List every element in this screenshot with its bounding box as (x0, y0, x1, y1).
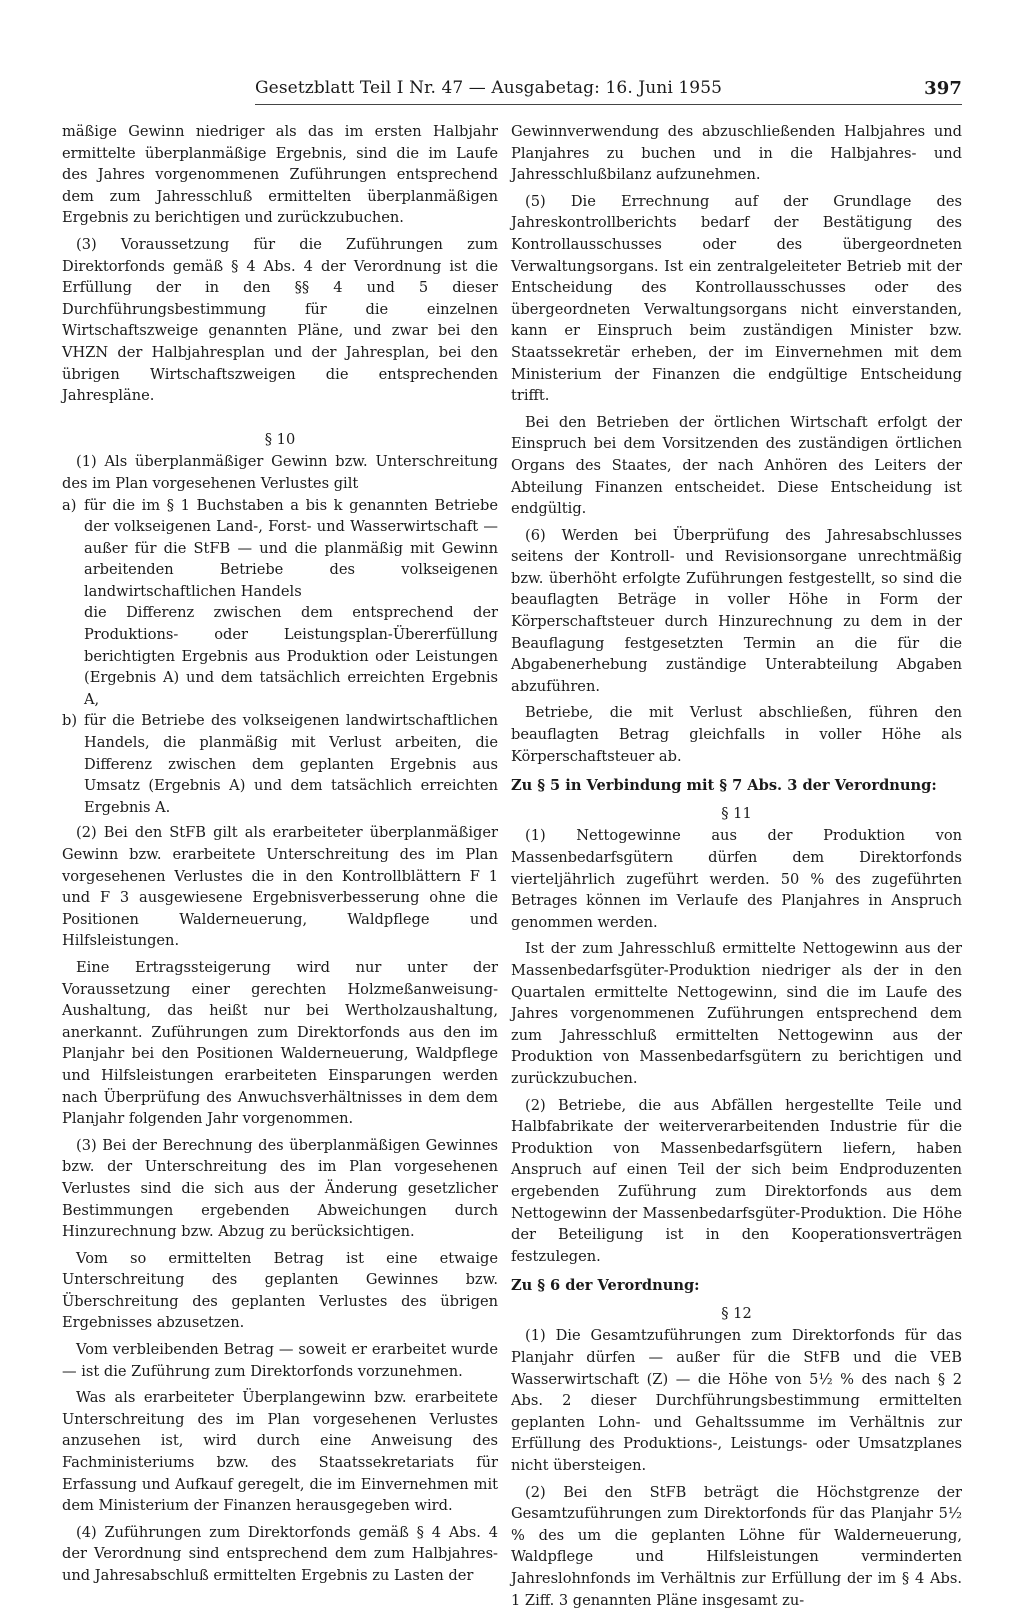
page-header (255, 78, 962, 104)
paragraph: Gewinnverwendung des abzuschließenden Halbjahres und Planjahres zu buchen und in die Halbjahres- und Jahresschlußbilanz aufzunehmen. (511, 123, 962, 184)
paragraph: (1) Die Gesamtzuführungen zum Direktorfonds für das Planjahr dürfen — außer für die StFB und die VEB Wasserwirtschaft (Z) — die Höhe von 5½ % des nach § 2 Abs. 2 dieser Durchführungsbestimmung ermittelten geplanten Lohn- und Gehaltssumme im Verhältnis zur Erfüllung des Produktions-, Leistungs- oder Umsatzplanes nicht übersteigen. (511, 1327, 962, 1475)
list-text: für die im § 1 Buchstaben a bis k genannten Betriebe der volkseigenen Land-, Forst- und Wasserwirtschaft — außer für die StFB — und die planmäßig mit Gewinn arbeitenden Betriebe des volkseigenen landwirtschaftlichen Handels (84, 496, 498, 600)
paragraph: (2) Betriebe, die aus Abfällen hergestellte Teile und Halbfabrikate der weiterverarbeitenden Industrie für die Produktion von Massenbedarfsgütern liefern, haben Anspruch auf einen Teil der sich beim Endproduzenten ergebenden Zuführung zum Direktorfonds aus dem Nettogewinn der Massenbedarfsgüter-Produktion. Die Höhe der Beteiligung ist in den Kooperationsverträgen festzulegen. (511, 1096, 962, 1265)
paragraph: (2) Bei den StFB gilt als erarbeiteter überplanmäßiger Gewinn bzw. erarbeitete Unterschreitung des im Plan vorgesehenen Verlustes die in den Kontrollblättern F 1 und F 3 ausgewiesene Ergebnisverbesserung ohne die Positionen Walderneuerung, Waldpflege und Hilfsleistungen. (62, 824, 498, 950)
paragraph: (2) Bei den StFB beträgt die Höchstgrenze der Gesamtzuführungen zum Direktorfonds für das Planjahr 5½ % des um die geplanten Löhne für Walderneuerung, Waldpflege und Hilfsleistungen verminderten Jahreslohnfonds im Verhältnis zur Erfüllung der im § 4 Abs. 1 Ziff. 3 genannten Pläne insgesamt zu- (511, 1483, 962, 1609)
list-label: b) (62, 712, 78, 730)
list-item-b (62, 710, 498, 818)
paragraph: (1) Als überplanmäßiger Gewinn bzw. Unterschreitung des im Plan vorgesehenen Verlustes gilt (62, 453, 498, 492)
paragraph: Vom so ermittelten Betrag ist eine etwaige Unterschreitung des geplanten Gewinnes bzw. Überschreitung des geplanten Verlustes des übrigen Ergebnisses abzusetzen. (62, 1249, 498, 1332)
reference-heading: Zu § 5 in Verbindung mit § 7 Abs. 3 der Verordnung: (511, 777, 937, 795)
header-title: Gesetzblatt Teil I Nr. 47 — Ausgabetag: 16. Juni 1955 (255, 78, 723, 98)
paragraph: Was als erarbeiteter Überplangewinn bzw. erarbeitete Unterschreitung des im Plan vorgesehenen Verlustes anzusehen ist, wird durch eine Anweisung des Fachministeriums bzw. des Staatssekretariats für Erfassung und Aufkauf geregelt, die im Einvernehmen mit dem Ministerium der Finanzen herausgegeben wird. (62, 1389, 498, 1515)
page-number: 397 (924, 78, 962, 99)
header-rule (255, 104, 962, 105)
section-heading-10: § 10 (264, 430, 296, 448)
paragraph: mäßige Gewinn niedriger als das im ersten Halbjahr ermittelte überplanmäßige Ergebnis, sind die im Laufe des Jahres vorgenommenen Zuführungen entsprechend dem zum Jahresschluß ermittelten überplanmäßigen Ergebnis zu berichtigen und zurückzubuchen. (62, 123, 498, 227)
section-heading-12: § 12 (721, 1304, 752, 1322)
left-column (62, 121, 498, 1592)
reference-heading: Zu § 6 der Verordnung: (511, 1277, 700, 1295)
list-text: für die Betriebe des volkseigenen landwirtschaftlichen Handels, die planmäßig mit Verlust arbeiten, die Differenz zwischen dem geplanten Ergebnis aus Umsatz (Ergebnis A) und dem tatsächlich erreichten Ergebnis A. (84, 712, 498, 816)
paragraph: (5) Die Errechnung auf der Grundlage des Jahreskontrollberichts bedarf der Bestätigung des Kontrollausschusses oder des übergeordneten Verwaltungsorgans. Ist ein zentralgeleiteter Betrieb mit der Entscheidung des Kontrollausschusses oder des übergeordneten Verwaltungsorgans nicht einverstanden, kann er Einspruch beim zuständigen Minister bzw. Staatssekretär erheben, der im Einvernehmen mit dem Ministerium der Finanzen die endgültige Entscheidung trifft. (511, 192, 962, 405)
list-label: a) (62, 496, 77, 514)
paragraph: Ist der zum Jahresschluß ermittelte Nettogewinn aus der Massenbedarfsgüter-Produktion niedriger als der in den Quartalen ermittelte Nettogewinn, sind die im Laufe des Jahres vorgenommenen Zuführungen entsprechend dem zum Jahresschluß ermittelten Nettogewinn aus der Produktion von Massenbedarfsgütern zu berichtigen und zurückzubuchen. (511, 940, 962, 1087)
paragraph: Eine Ertragssteigerung wird nur unter der Voraussetzung einer gerechten Holzmeßanweisung-Aushaltung, das heißt nur bei Wertholzaushaltung, anerkannt. Zuführungen zum Direktorfonds aus den im Planjahr bei den Positionen Walderneuerung, Waldpflege und Hilfsleistungen erarbeiteten Einsparungen werden nach Überprüfung des Anwuchsverhältnisses in dem dem Planjahr folgenden Jahr vorgenommen. (62, 958, 498, 1128)
paragraph: (4) Zuführungen zum Direktorfonds gemäß § 4 Abs. 4 der Verordnung sind entsprechend dem zum Halbjahres- und Jahresabschluß ermittelten Ergebnis zu Lasten der (62, 1523, 498, 1584)
paragraph: (6) Werden bei Überprüfung des Jahresabschlusses seitens der Kontroll- und Revisionsorgane unrechtmäßig bzw. überhöht erfolgte Zuführungen festgestellt, so sind die beauflagten Beträge in voller Höhe in Form der Körperschaftsteuer durch Hinzurechnung zu dem in der Beauflagung festgesetzten Termin an die für die Abgabenerhebung zuständige Unterabteilung Abgaben abzuführen. (511, 526, 962, 695)
paragraph: (3) Bei der Berechnung des überplanmäßigen Gewinnes bzw. der Unterschreitung des im Plan vorgesehenen Verlustes sind die sich aus der Änderung gesetzlicher Bestimmungen ergebenden Abweichungen durch Hinzurechnung bzw. Abzug zu berücksichtigen. (62, 1136, 498, 1241)
paragraph: Bei den Betrieben der örtlichen Wirtschaft erfolgt der Einspruch bei dem Vorsitzenden des zuständigen örtlichen Organs des Staates, der nach Anhören des Leiters der Abteilung Finanzen entscheidet. Diese Entscheidung ist endgültig. (511, 413, 962, 518)
paragraph: (3) Voraussetzung für die Zuführungen zum Direktorfonds gemäß § 4 Abs. 4 der Verordnung ist die Erfüllung der in den §§ 4 und 5 dieser Durchführungsbestimmung für die einzelnen Wirtschaftszweige genannten Pläne, und zwar bei den VHZN der Halbjahresplan und der Jahresplan, bei den übrigen Wirtschaftszweigen die entsprechenden Jahrespläne. (62, 235, 498, 405)
paragraph: Betriebe, die mit Verlust abschließen, führen den beauflagten Betrag gleichfalls in voller Höhe als Körperschaftsteuer ab. (511, 704, 962, 765)
list-item-a (62, 495, 498, 711)
list-text: die Differenz zwischen dem entsprechend der Produktions- oder Leistungsplan-Übererfüllung berichtigten Ergebnis aus Produktion oder Leistungen (Ergebnis A) und dem tatsächlich erreichten Ergebnis A, (84, 604, 498, 708)
section-heading-11: § 11 (721, 804, 752, 822)
right-column (511, 121, 962, 1616)
paragraph: (1) Nettogewinne aus der Produktion von Massenbedarfsgütern dürfen dem Direktorfonds vierteljährlich zugeführt werden. 50 % des zugeführten Betrages können im Verlaufe des Planjahres in Anspruch genommen werden. (511, 827, 962, 931)
paragraph: Vom verbleibenden Betrag — soweit er erarbeitet wurde — ist die Zuführung zum Direktorfonds vorzunehmen. (62, 1341, 498, 1380)
